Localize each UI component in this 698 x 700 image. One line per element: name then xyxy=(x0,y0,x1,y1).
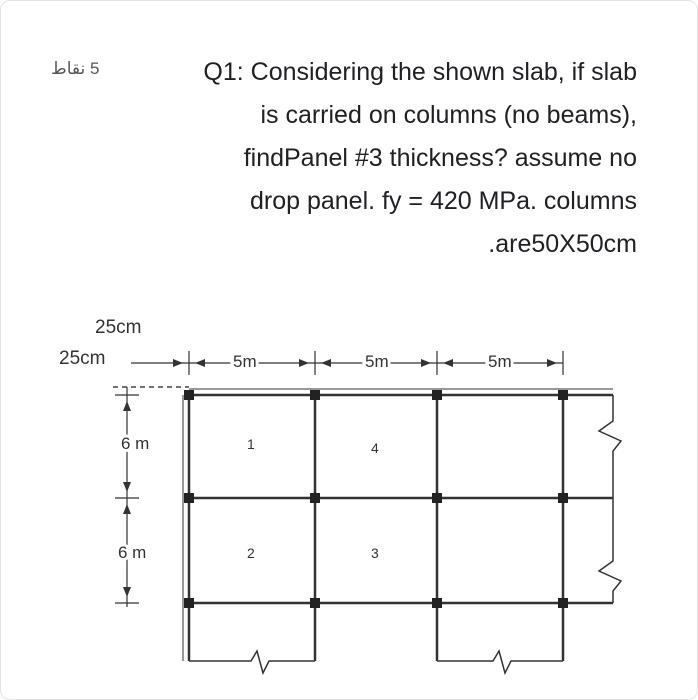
column xyxy=(558,493,568,503)
column xyxy=(432,598,442,608)
panel-label: 2 xyxy=(247,545,255,561)
column-grid xyxy=(183,389,613,661)
column xyxy=(558,598,568,608)
question-line: Q1: Considering the shown slab, if slab xyxy=(203,58,637,86)
column xyxy=(184,493,194,503)
question-line: .are50X50cm xyxy=(488,230,637,258)
points-unit: نقاط xyxy=(51,59,86,78)
span-label-y: 6 m xyxy=(118,543,147,562)
question-line: findPanel #3 thickness? assume no xyxy=(243,144,637,172)
edge-label-left: 25cm xyxy=(59,348,106,369)
question-line: drop panel. fy = 420 MPa. columns xyxy=(249,187,637,215)
dimension-line-y xyxy=(115,387,139,607)
edge-label-top: 25cm xyxy=(95,317,142,338)
slab-plan-diagram xyxy=(1,1,698,700)
span-label-y: 6 m xyxy=(121,434,150,453)
column xyxy=(310,493,320,503)
column xyxy=(432,390,442,400)
column xyxy=(310,598,320,608)
question-line: is carried on columns (no beams), xyxy=(260,101,637,129)
column xyxy=(558,390,568,400)
points-value: 5 xyxy=(89,59,100,78)
column xyxy=(310,390,320,400)
panel-label: 4 xyxy=(371,440,379,456)
panel-label: 3 xyxy=(371,545,379,561)
column xyxy=(184,598,194,608)
span-label-x: 5m xyxy=(365,352,389,371)
span-label-x: 5m xyxy=(233,352,257,371)
column xyxy=(184,390,194,400)
span-label-x: 5m xyxy=(488,352,512,371)
column xyxy=(432,493,442,503)
panel-label: 1 xyxy=(247,436,255,452)
